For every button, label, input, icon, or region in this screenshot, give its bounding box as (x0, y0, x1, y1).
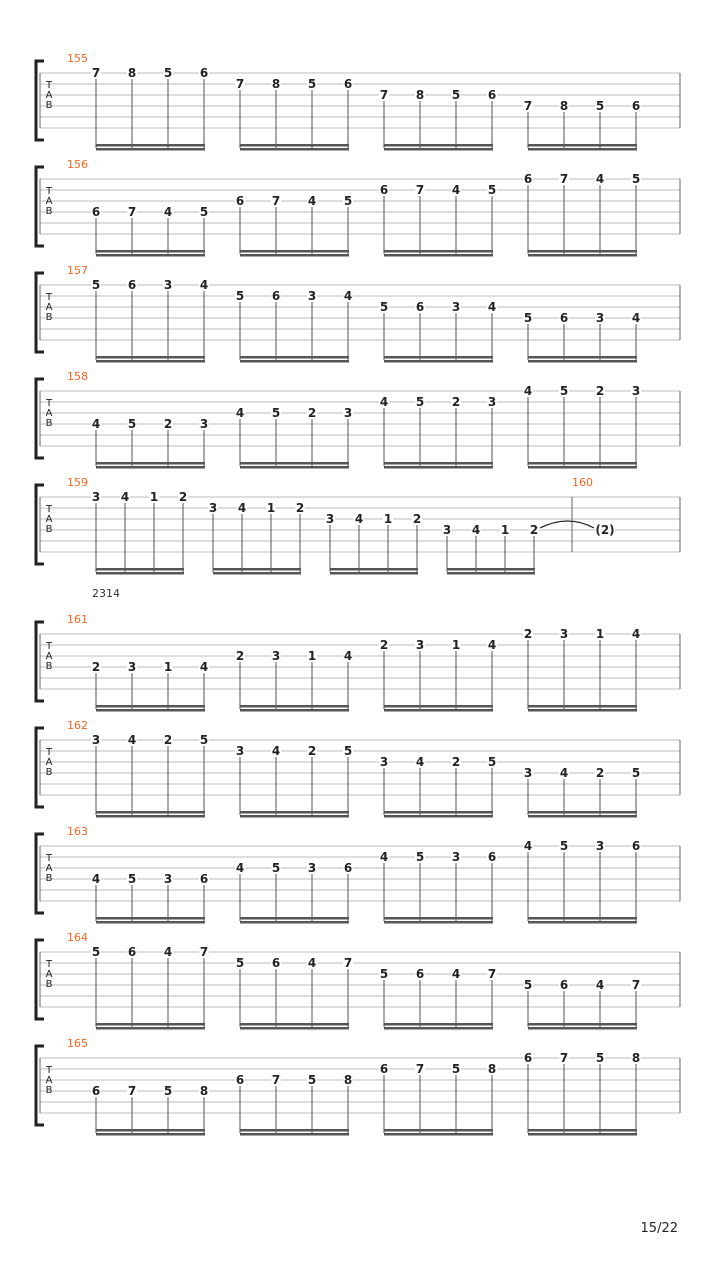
fret-number: 8 (271, 77, 281, 91)
beam (528, 1129, 637, 1132)
beam (528, 1027, 637, 1030)
beam (384, 360, 493, 363)
fret-number: 6 (487, 88, 497, 102)
fret-number: 4 (235, 406, 245, 420)
fret-number: 2 (523, 627, 533, 641)
tab-clef-letter: B (45, 1085, 53, 1096)
beam (240, 815, 349, 818)
beam (96, 709, 205, 712)
measure-number: 159 (67, 476, 88, 489)
fret-number: 6 (559, 311, 569, 325)
fret-number: 7 (487, 967, 497, 981)
fret-number: 4 (451, 967, 461, 981)
tab-clef-letter: A (45, 302, 53, 313)
fret-number: 3 (523, 766, 533, 780)
fret-number: 6 (271, 289, 281, 303)
fret-number: 6 (523, 172, 533, 186)
fret-number: 3 (199, 417, 209, 431)
tab-clef-letter: A (45, 514, 53, 525)
measure-number: 158 (67, 370, 88, 383)
beam (240, 705, 349, 708)
fret-number: 3 (208, 501, 218, 515)
beam (213, 572, 301, 575)
beam (96, 921, 205, 924)
fret-number: 6 (415, 300, 425, 314)
beam (240, 1129, 349, 1132)
fret-number: 4 (343, 649, 353, 663)
fret-number: 4 (237, 501, 247, 515)
fret-number: 2 (178, 490, 188, 504)
beam (96, 811, 205, 814)
fret-number: 3 (271, 649, 281, 663)
beam (528, 250, 637, 253)
fret-number: 5 (451, 1062, 461, 1076)
fret-number: 5 (559, 384, 569, 398)
tab-clef-letter: T (45, 747, 53, 758)
fret-number: 8 (487, 1062, 497, 1076)
fret-number: 4 (631, 311, 641, 325)
fret-number: 6 (631, 839, 641, 853)
measure-number: 156 (67, 158, 88, 171)
fret-number: 2 (307, 744, 317, 758)
beam (240, 466, 349, 469)
fret-number: 6 (271, 956, 281, 970)
tab-clef-letter: A (45, 90, 53, 101)
fret-number: 4 (471, 523, 481, 537)
fret-number: 8 (631, 1051, 641, 1065)
fret-number: 4 (595, 978, 605, 992)
beam (96, 917, 205, 920)
beam (96, 360, 205, 363)
fret-number: 4 (235, 861, 245, 875)
fret-number: 4 (631, 627, 641, 641)
fret-number: 1 (149, 490, 159, 504)
fret-number: 7 (271, 194, 281, 208)
fret-number: 2 (163, 733, 173, 747)
fret-number: 5 (163, 1084, 173, 1098)
beam (528, 917, 637, 920)
beam (528, 466, 637, 469)
tab-clef-letter: B (45, 661, 53, 672)
fret-number: 1 (451, 638, 461, 652)
beam (96, 705, 205, 708)
fret-number: 4 (127, 733, 137, 747)
beam (384, 254, 493, 257)
fret-number: 4 (163, 205, 173, 219)
measure-number: 155 (67, 52, 88, 65)
tab-clef-letter: T (45, 959, 53, 970)
beam (213, 568, 301, 571)
fret-number: 1 (500, 523, 510, 537)
fret-number: 3 (451, 850, 461, 864)
tab-clef-letter: T (45, 504, 53, 515)
beam (96, 1129, 205, 1132)
measure-number: 163 (67, 825, 88, 838)
beam (447, 572, 535, 575)
fret-number: 4 (307, 194, 317, 208)
beam (96, 250, 205, 253)
beam (384, 1027, 493, 1030)
fret-number: 5 (379, 967, 389, 981)
fret-number: 4 (120, 490, 130, 504)
fret-number: 2 (595, 384, 605, 398)
fret-number: 8 (127, 66, 137, 80)
fret-number: 5 (127, 872, 137, 886)
fret-number: 6 (343, 77, 353, 91)
fret-number: 6 (235, 194, 245, 208)
fret-number: 5 (235, 956, 245, 970)
fret-number: 7 (235, 77, 245, 91)
fret-number: 2 (451, 395, 461, 409)
fret-number: 7 (559, 1051, 569, 1065)
fret-number: 5 (91, 945, 101, 959)
fret-number: 5 (451, 88, 461, 102)
beam (384, 709, 493, 712)
fret-number: 7 (379, 88, 389, 102)
fret-number: 8 (343, 1073, 353, 1087)
measure-number: 162 (67, 719, 88, 732)
beam (384, 1133, 493, 1136)
tab-clef-letter: A (45, 1075, 53, 1086)
fret-number: 3 (451, 300, 461, 314)
fret-number: 3 (595, 839, 605, 853)
fret-number: 2 (163, 417, 173, 431)
beam (528, 815, 637, 818)
fret-number: 4 (91, 872, 101, 886)
measure-number: 157 (67, 264, 88, 277)
fret-number: 4 (379, 850, 389, 864)
beam (528, 1023, 637, 1026)
fret-number: 3 (235, 744, 245, 758)
fret-number: 4 (523, 839, 533, 853)
beam (96, 1023, 205, 1026)
fret-number: 5 (559, 839, 569, 853)
fret-number: 8 (559, 99, 569, 113)
tab-clef-letter: T (45, 186, 53, 197)
fret-number: 4 (271, 744, 281, 758)
fret-number: 6 (91, 205, 101, 219)
fret-number: 3 (127, 660, 137, 674)
fret-number: 5 (631, 172, 641, 186)
fret-number: 5 (127, 417, 137, 431)
fret-number: 2 (235, 649, 245, 663)
beam (240, 356, 349, 359)
fret-number: 3 (631, 384, 641, 398)
beam (240, 1133, 349, 1136)
beam (240, 254, 349, 257)
fret-number: 3 (307, 289, 317, 303)
fret-number: 2 (412, 512, 422, 526)
tab-clef-letter: B (45, 767, 53, 778)
beam (96, 254, 205, 257)
fret-number: 8 (415, 88, 425, 102)
fret-number: 7 (271, 1073, 281, 1087)
beam (384, 148, 493, 151)
fret-number: 4 (354, 512, 364, 526)
beam (96, 568, 184, 571)
fret-number: 4 (523, 384, 533, 398)
beam (528, 254, 637, 257)
beam (528, 1133, 637, 1136)
tab-clef-letter: B (45, 979, 53, 990)
beam (96, 1133, 205, 1136)
tab-clef-letter: A (45, 969, 53, 980)
fret-number: 3 (325, 512, 335, 526)
fret-number: 5 (271, 861, 281, 875)
beam (384, 356, 493, 359)
fret-number: 6 (199, 872, 209, 886)
fret-number: 4 (307, 956, 317, 970)
beam (96, 815, 205, 818)
fret-number: 3 (595, 311, 605, 325)
fret-number: 6 (343, 861, 353, 875)
beam (384, 250, 493, 253)
fret-number: 5 (163, 66, 173, 80)
fret-number: 5 (415, 850, 425, 864)
beam (528, 148, 637, 151)
fret-number: 2 (91, 660, 101, 674)
beam (240, 811, 349, 814)
beam (240, 250, 349, 253)
beam (96, 1027, 205, 1030)
tab-clef-letter: A (45, 651, 53, 662)
tab-clef-letter: B (45, 312, 53, 323)
fret-number: 7 (523, 99, 533, 113)
beam (96, 148, 205, 151)
tab-clef-letter: T (45, 398, 53, 409)
fret-number: 1 (163, 660, 173, 674)
fret-number: 6 (415, 967, 425, 981)
beam (240, 917, 349, 920)
tab-clef-letter: B (45, 100, 53, 111)
fret-number: 1 (307, 649, 317, 663)
beam (384, 815, 493, 818)
tied-fret-number: (2) (595, 523, 615, 537)
beam (384, 462, 493, 465)
fret-number: 7 (91, 66, 101, 80)
fret-number: 4 (91, 417, 101, 431)
fret-number: 3 (343, 406, 353, 420)
fret-number: 4 (451, 183, 461, 197)
beam (528, 462, 637, 465)
fret-number: 1 (266, 501, 276, 515)
fret-number: 6 (127, 278, 137, 292)
beam (384, 1023, 493, 1026)
fret-number: 5 (523, 311, 533, 325)
beam (240, 1023, 349, 1026)
fret-number: 5 (91, 278, 101, 292)
tab-clef-letter: A (45, 408, 53, 419)
beam (384, 1129, 493, 1132)
beam (96, 466, 205, 469)
beam (384, 705, 493, 708)
fret-number: 7 (343, 956, 353, 970)
fret-number: 2 (529, 523, 539, 537)
measure-number: 161 (67, 613, 88, 626)
tab-clef-letter: T (45, 853, 53, 864)
tab-clef-letter: T (45, 80, 53, 91)
beam (330, 568, 418, 571)
fret-number: 1 (383, 512, 393, 526)
fret-number: 6 (559, 978, 569, 992)
fret-number: 7 (127, 205, 137, 219)
beam (96, 462, 205, 465)
beam (240, 921, 349, 924)
fret-number: 3 (307, 861, 317, 875)
fret-number: 3 (559, 627, 569, 641)
tab-clef-letter: A (45, 757, 53, 768)
beam (384, 144, 493, 147)
beam (96, 144, 205, 147)
measure-number: 165 (67, 1037, 88, 1050)
fret-number: 4 (199, 278, 209, 292)
tab-clef-letter: T (45, 1065, 53, 1076)
fret-number: 5 (487, 755, 497, 769)
beam (384, 917, 493, 920)
fret-number: 5 (415, 395, 425, 409)
beam (384, 466, 493, 469)
page-number: 15/22 (640, 1221, 678, 1236)
fret-number: 5 (523, 978, 533, 992)
tab-clef-letter: T (45, 641, 53, 652)
tie-arc (540, 521, 594, 528)
beam (384, 811, 493, 814)
fret-number: 2 (295, 501, 305, 515)
measure-number: 164 (67, 931, 88, 944)
beam (528, 709, 637, 712)
fret-number: 5 (595, 99, 605, 113)
fret-number: 6 (523, 1051, 533, 1065)
fret-number: 3 (163, 872, 173, 886)
tab-clef-letter: B (45, 206, 53, 217)
tab-clef-letter: T (45, 292, 53, 303)
fret-number: 6 (235, 1073, 245, 1087)
fret-number: 1 (595, 627, 605, 641)
fret-number: 3 (163, 278, 173, 292)
beam (240, 462, 349, 465)
fret-number: 2 (307, 406, 317, 420)
fret-number: 5 (343, 194, 353, 208)
fret-number: 7 (415, 183, 425, 197)
fret-number: 3 (487, 395, 497, 409)
fret-number: 6 (631, 99, 641, 113)
fret-number: 7 (199, 945, 209, 959)
fret-number: 5 (271, 406, 281, 420)
fret-number: 4 (595, 172, 605, 186)
fret-number: 6 (379, 183, 389, 197)
fret-number: 3 (91, 490, 101, 504)
beam (528, 811, 637, 814)
fret-number: 4 (379, 395, 389, 409)
measure-number: 160 (572, 476, 593, 489)
fret-number: 5 (235, 289, 245, 303)
beam (528, 360, 637, 363)
fret-number: 3 (415, 638, 425, 652)
fret-number: 5 (307, 77, 317, 91)
fret-number: 6 (199, 66, 209, 80)
fret-number: 4 (415, 755, 425, 769)
beam (447, 568, 535, 571)
beam (240, 360, 349, 363)
tab-clef-letter: A (45, 196, 53, 207)
beam (96, 572, 184, 575)
beam (96, 356, 205, 359)
fret-number: 4 (487, 300, 497, 314)
beam (528, 144, 637, 147)
fret-number: 2 (379, 638, 389, 652)
fret-number: 3 (379, 755, 389, 769)
beam (384, 921, 493, 924)
fret-number: 6 (379, 1062, 389, 1076)
beam (240, 709, 349, 712)
fret-number: 6 (127, 945, 137, 959)
fret-number: 6 (487, 850, 497, 864)
fret-number: 5 (307, 1073, 317, 1087)
fret-number: 4 (199, 660, 209, 674)
beam (240, 144, 349, 147)
fret-number: 4 (343, 289, 353, 303)
tab-clef-letter: B (45, 873, 53, 884)
fret-number: 3 (442, 523, 452, 537)
fret-number: 2 (451, 755, 461, 769)
fingering-annotation: 2314 (92, 587, 120, 600)
fret-number: 7 (415, 1062, 425, 1076)
fret-number: 7 (127, 1084, 137, 1098)
fret-number: 4 (163, 945, 173, 959)
fret-number: 5 (487, 183, 497, 197)
fret-number: 7 (559, 172, 569, 186)
fret-number: 5 (199, 733, 209, 747)
beam (240, 1027, 349, 1030)
fret-number: 7 (631, 978, 641, 992)
fret-number: 3 (91, 733, 101, 747)
tab-clef-letter: B (45, 418, 53, 429)
beam (330, 572, 418, 575)
beam (528, 356, 637, 359)
beam (528, 705, 637, 708)
fret-number: 5 (595, 1051, 605, 1065)
fret-number: 8 (199, 1084, 209, 1098)
fret-number: 5 (631, 766, 641, 780)
fret-number: 6 (91, 1084, 101, 1098)
tab-clef-letter: A (45, 863, 53, 874)
beam (240, 148, 349, 151)
fret-number: 2 (595, 766, 605, 780)
beam (528, 921, 637, 924)
tab-clef-letter: B (45, 524, 53, 535)
fret-number: 4 (487, 638, 497, 652)
fret-number: 5 (343, 744, 353, 758)
fret-number: 5 (379, 300, 389, 314)
fret-number: 5 (199, 205, 209, 219)
fret-number: 4 (559, 766, 569, 780)
